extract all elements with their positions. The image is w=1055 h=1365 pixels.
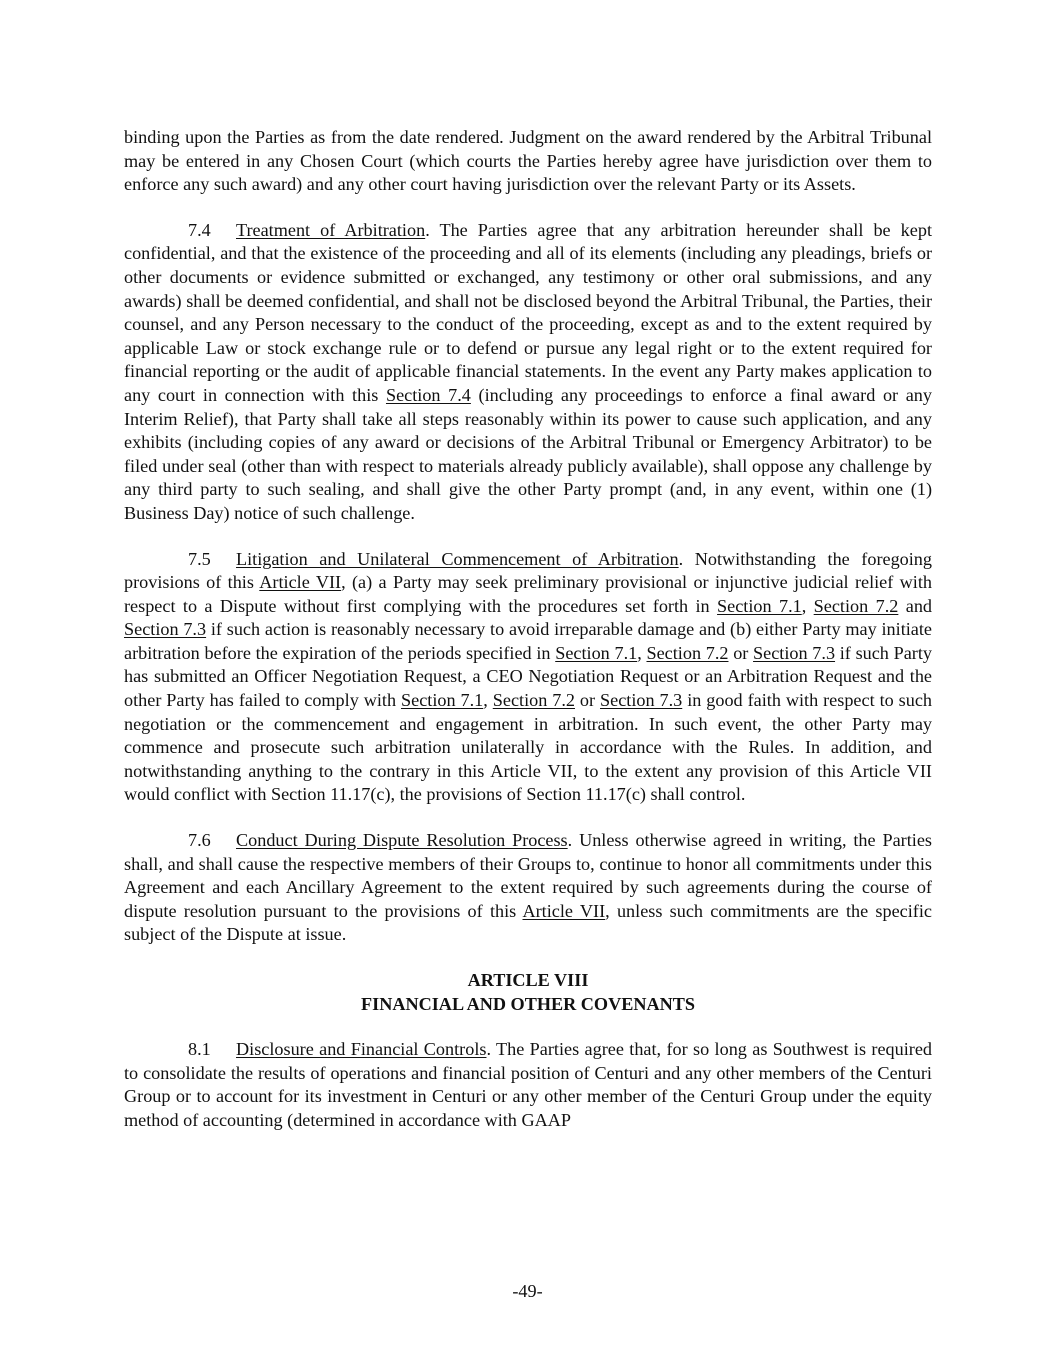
section-7-4: 7.4 Treatment of Arbitration. The Parties agree that any arbitration hereunder shall be kept confidential, and that the existence of the proceeding and all of its elements (including any pleadings, briefs or other documents or evidence submitted or exchanged, any testimony or other oral submissions, and any awards) shall be deemed confidential, and shall not be disclosed beyond the Arbitral Tribunal, the Parties, their counsel, and any Person necessary to the conduct of the proceeding, except as and to the extent required by applicable Law or stock exchange rule or to defend or pursue any legal right or to the extent required for financial reporting or the audit of applicable financial statements. In the event any Party makes application to any court in connection with this Section 7.4 (including any proceedings to enforce a final award or any Interim Relief), that Party shall take all steps reasonably within its power to cause such application, and any exhibits (including copies of any award or decisions of the Arbitral Tribunal or Emergency Arbitrator) to be filed under seal (other than with respect to materials already publicly available), shall oppose any challenge by any third party to such sealing, and shall give the other Party prompt (and, in any event, within one (1) Business Day) notice of such challenge.	[124, 219, 932, 523]
section-8-1: 8.1 Disclosure and Financial Controls. The Parties agree that, for so long as Southwest is required to consolidate the results of operations and financial position of Centuri and any other members of the Centuri Group or to account for its investment in Centuri or any other member of the Centuri Group under the equity method of accounting (determined in accordance with GAAP	[124, 1039, 932, 1130]
cross-reference-link[interactable]: Section 7.2	[492, 690, 575, 711]
section-number: 7.4	[188, 219, 211, 240]
article-number: ARTICLE VIII	[467, 970, 589, 990]
article-title: FINANCIAL AND OTHER COVENANTS	[361, 993, 695, 1014]
section-title: Conduct During Dispute Resolution Process	[236, 830, 568, 851]
document-body	[124, 126, 932, 1155]
section-number: 7.5	[188, 548, 211, 569]
section-number: 8.1	[188, 1039, 211, 1060]
cross-reference-link[interactable]: Section 7.1	[717, 595, 802, 616]
cross-reference-link[interactable]: Section 7.1	[401, 690, 484, 711]
cross-reference-link[interactable]: Section 7.2	[646, 642, 729, 663]
section-7-6: 7.6 Conduct During Dispute Resolution Process. Unless otherwise agreed in writing, the Parties shall, and shall cause the respective members of their Groups to, continue to honor all commitments under this Agreement and each Ancillary Agreement to the extent required by such agreements during the course of dispute resolution pursuant to the provisions of this Article VII, unless such commitments are the specific subject of the Dispute at issue.	[124, 830, 932, 945]
cross-reference-link[interactable]: Section 7.3	[124, 619, 207, 640]
section-title: Treatment of Arbitration	[236, 219, 426, 240]
cross-reference-link[interactable]: Section 7.2	[813, 595, 899, 616]
section-title: Litigation and Unilateral Commencement of Arbitration	[236, 548, 679, 569]
section-title: Disclosure and Financial Controls	[236, 1039, 487, 1060]
cross-reference-link[interactable]: Article VII	[259, 572, 342, 593]
section-number: 7.6	[188, 830, 211, 851]
section-7-5: 7.5 Litigation and Unilateral Commencement of Arbitration. Notwithstanding the foregoing provisions of this Article VII, (a) a Party may seek preliminary provisional or injunctive judicial relief with respect to a Dispute without first complying with the procedures set forth in Section 7.1, Section 7.2 and Section 7.3 if such action is reasonably necessary to avoid irreparable damage and (b) either Party may initiate arbitration before the expiration of the periods specified in Section 7.1, Section 7.2 or Section 7.3 if such Party has submitted an Officer Negotiation Request, a CEO Negotiation Request or an Arbitration Request and the other Party has failed to comply with Section 7.1, Section 7.2 or Section 7.3 in good faith with respect to such negotiation or the commencement and engagement in arbitration. In such event, the other Party may commence and prosecute such arbitration unilaterally in accordance with the Rules. In addition, and notwithstanding anything to the contrary in this Article VII, to the extent any provision of this Article VII would conflict with Section 11.17(c), the provisions of Section 11.17(c) shall control.	[124, 548, 933, 805]
cross-reference-link[interactable]: Section 7.3	[753, 642, 836, 663]
cross-reference-link[interactable]: Section 7.1	[555, 642, 638, 663]
page-number: -49-	[512, 1281, 543, 1301]
article-heading	[124, 969, 932, 1016]
cross-reference-link[interactable]: Section 7.3	[600, 690, 683, 711]
cross-reference-link[interactable]: Section 7.4	[385, 384, 471, 405]
cross-reference-link[interactable]: Article VII	[522, 900, 606, 921]
paragraph-continuation: binding upon the Parties as from the date rendered. Judgment on the award rendered by the Arbitral Tribunal may be entered in any Chosen Court (which courts the Parties hereby agree have jurisdiction over them to enforce any such award) and any other court having jurisdiction over the relevant Party or its Assets.	[124, 127, 932, 195]
